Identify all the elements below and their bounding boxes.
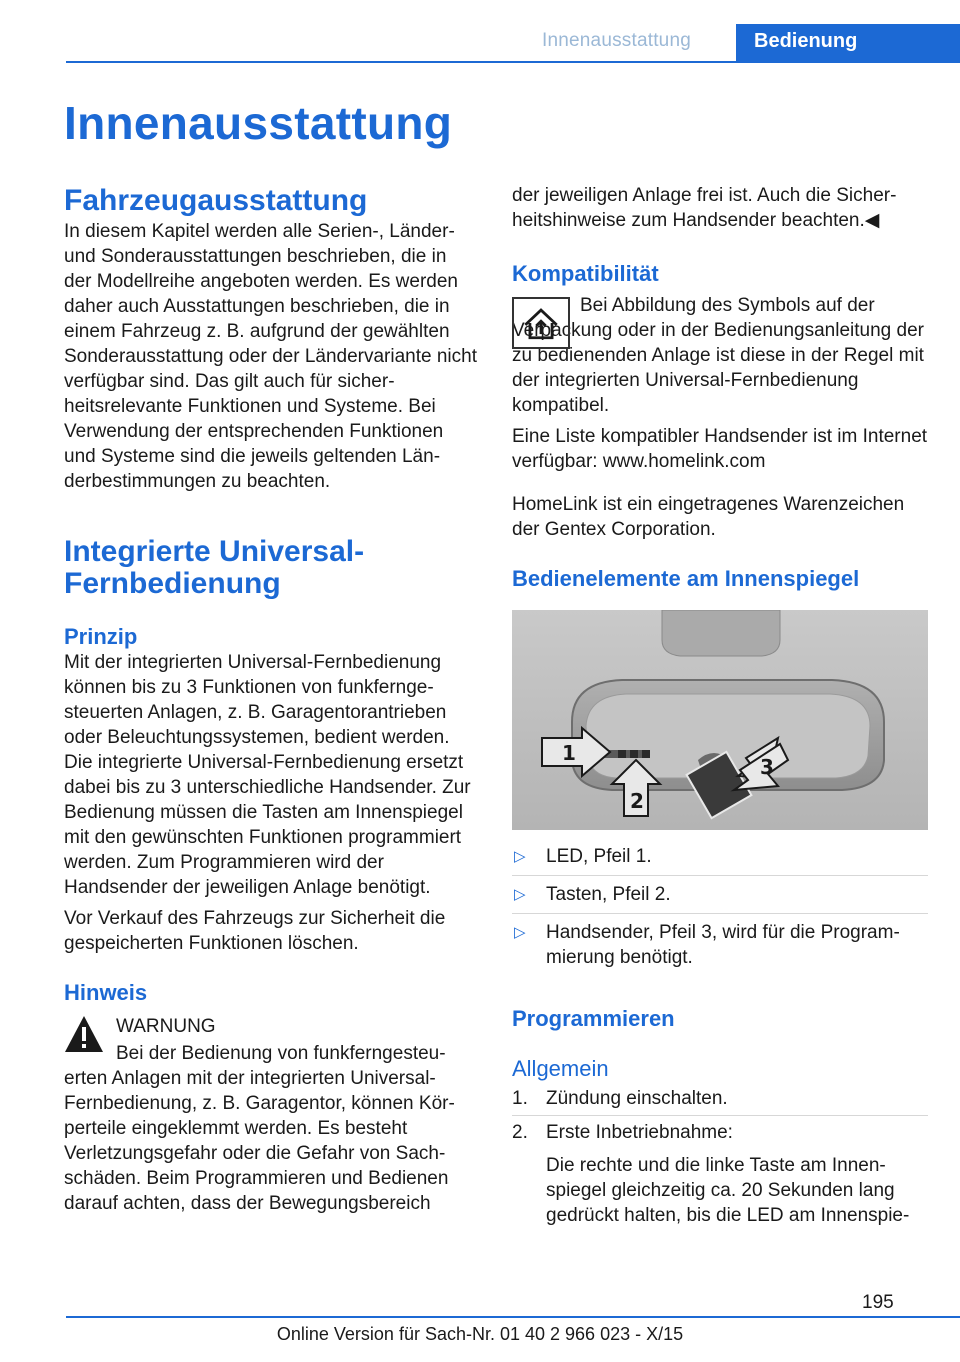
compat-block [512,293,928,418]
homelink-house-icon [512,297,570,349]
warning-text: Bei der Bedienung von funkferngesteuerten Anlagen mit der integrierten Universal-Fernbedienung, z. B. Garagentor, können Körperteile eingeklemmt werden. Es besteht Verletzungsgefahr oder die Gefahr von Sachschäden. Beim Programmieren und Bedienen darauf achten, dass der Bewegungsbereich [64,1043,455,1214]
paragraph-homelink: HomeLink ist ein eingetragenes Warenzeichen der Gentex Corporation. [512,494,905,540]
list-item: 2. Erste Inbetriebnahme: [512,1122,733,1143]
header-tab: Bedienung [736,24,960,62]
paragraph-prinzip: Mit der integrierten Universal-Fernbedienung können bis zu 3 Funktionen von funkferngesteuerten Anlagen, z. B. Garagentorantrieben oder Beleuchtungssystemen, bedient werden. Die integrierte Universal-Fernbedienung ersetzt dabei bis zu 3 unterschiedliche Handsender. Zur Bedienung müssen die Tasten am Innenspiegel mit den gewünschten Funktionen programmiert werden. Zum Programmieren wird der Handsender der jeweiligen Anlage benötigt. [64,652,471,898]
left-column [64,183,478,1216]
page-header [0,24,960,62]
paragraph-kompatibilitaet: Bei Abbildung des Symbols auf der Verpackung oder in der Bedienungsanleitung der zu bedienenden Anlage ist diese in der Regel mit der integrierten Universal-Fernbedienung kompatibel. [512,295,924,416]
arrow-label-3: 3 [760,755,774,779]
arrow-label-1: 1 [562,741,576,765]
heading-programmieren: Programmieren [512,1006,675,1031]
paragraph-fahrzeugausstattung: In diesem Kapitel werden alle Serien-, Länder- und Sonderausstattungen beschrieben, die in der Modellreihe angeboten werden. Es werden daher auch Ausstattungen beschrieben, die in einem Fahrzeug z. B. aufgrund der gewählten Sonderausstattung oder der Ländervariante nicht verfügbar sind. Das gilt auch für sicherheitsrelevante Funktionen und Systeme. Bei Verwendung der entsprechenden Funktionen und Systeme sind die jeweils geltenden Länderbestimmungen zu beachten. [64,221,477,492]
mirror-illustration [512,610,928,830]
footer-text: Online Version für Sach-Nr. 01 40 2 966 023 - X/15 [276,1324,684,1344]
header-rule [66,61,960,63]
steps-list [512,1086,928,1149]
heading-bedienelemente: Bedienelemente am Innenspiegel [512,566,860,591]
right-column [512,183,928,1228]
heading-universal-fernbedienung: Integrierte Universal-Fernbedienung [64,535,365,600]
list-item: ▷ Handsender, Pfeil 3, wird für die Programmierung benötigt. [514,922,900,968]
step-2-detail: Die rechte und die linke Taste am Innenspiegel gleichzeitig ca. 20 Sekunden lang gedrückt halten, bis die LED am Innenspie- [546,1155,910,1226]
page-number: 195 [862,1292,894,1313]
paragraph-liste: Eine Liste kompatibler Handsender ist im Internet verfügbar: www.homelink.com [512,426,928,472]
warning-box [64,1014,478,1216]
paragraph-continuation: der jeweiligen Anlage frei ist. Auch die Sicherheitshinweise zum Handsender beachten.◀ [512,185,897,231]
heading-allgemein: Allgemein [512,1056,609,1081]
list-item: ▷ LED, Pfeil 1. [512,844,928,876]
triangle-bullet-icon: ▷ [514,848,526,865]
header-section-label: Innenausstattung [542,30,691,51]
heading-fahrzeugausstattung: Fahrzeugausstattung [64,184,368,217]
triangle-bullet-icon: ▷ [514,886,526,903]
paragraph-verkauf: Vor Verkauf des Fahrzeugs zur Sicherheit die gespeicherten Funktionen löschen. [64,908,446,954]
heading-prinzip: Prinzip [64,624,138,649]
triangle-bullet-icon: ▷ [514,924,526,941]
page-title: Innenausstattung [64,97,453,149]
list-item: 1. Zündung einschalten. [512,1086,928,1116]
warning-icon [64,1014,104,1054]
heading-kompatibilitaet: Kompatibilität [512,261,659,286]
warning-label: WARNUNG [116,1016,216,1037]
heading-hinweis: Hinweis [64,980,148,1005]
footer-rule [66,1316,960,1318]
list-item: ▷ Tasten, Pfeil 2. [512,882,928,914]
legend-list [512,844,928,976]
arrow-label-2: 2 [630,789,644,813]
